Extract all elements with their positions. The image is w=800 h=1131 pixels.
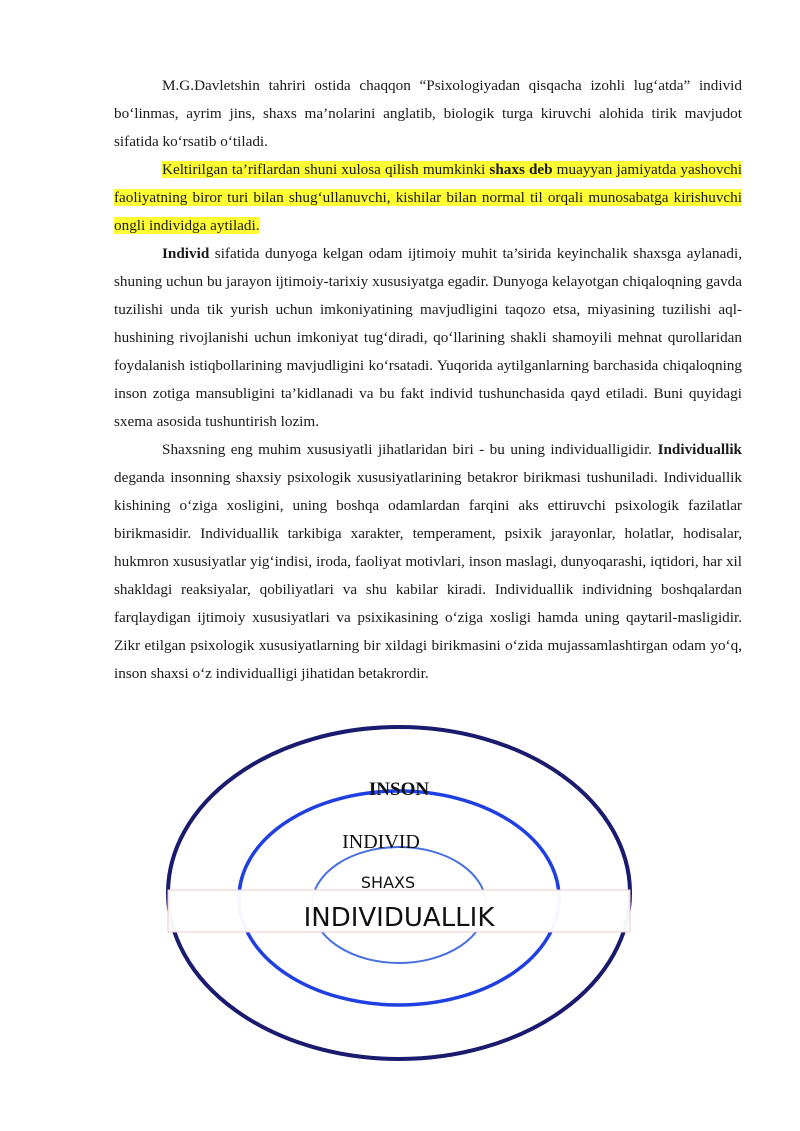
- paragraph-1-text: M.G.Davletshin tahriri ostida chaqqon “Psixologiyadan qisqacha izohli lug‘atda” individ bo‘linmas, ayrim jins, shaxs ma’nolarini anglatib, biologik turga kiruvchi alohida tirik mavjudot sifatida ko‘rsatib o‘tiladi.: [114, 77, 742, 150]
- paragraph-2-text-b: muayyan jamiyatda yashovchi faoliyatning biror turi bilan shug‘ullanuvchi, kishilar bilan normal til orqali munosabatga kirishuvchi ongli individga aytiladi.: [114, 161, 742, 234]
- paragraph-4-bold: Individuallik: [657, 441, 742, 458]
- shaxs-label: SHAXS: [360, 873, 416, 892]
- individ-label: INDIVID: [342, 831, 420, 853]
- paragraph-2-bold: shaxs deb: [489, 161, 553, 178]
- paragraph-2-text-a: Keltirilgan ta’riflardan shuni xulosa qilish mumkinki: [162, 161, 490, 178]
- paragraph-3-bold: Individ: [162, 245, 210, 262]
- inson-label: INSON: [368, 779, 430, 800]
- paragraph-4-text-b: deganda insonning shaxsiy psixologik xususiyatlarining betakror birikmasi tushuniladi. Individuallik kishining o‘ziga xosligini, uning boshqa odamlardan farqini aks ettiruvchi psixologik fazilatlar birikmasidir. Individuallik tarkibiga xarakter, temperament, psixik jarayonlar, holatlar, hodisalar, hukmron xususiyatlar yig‘indisi, iroda, faoliyat motivlari, inson maslagi, dunyoqarashi, iqtidori, har xil shakldagi reaksiyalar, qobiliyatlari va shu kabilar kiradi. Individuallik individning boshqalardan farqlaydigan ijtimoiy xususiyatlari va psixikasining o‘ziga xosligi hamda uning qaytaril-masligidir. Zikr etilgan psixologik xususiyatlarning bir xildagi birikmasini o‘zida mujassamlashtirgan odam yo‘q, inson shaxsi o‘z individualligi jihatidan betakrordir.: [114, 469, 742, 682]
- individuallik-label: INDIVIDUALLIK: [303, 903, 495, 933]
- paragraph-3-text: sifatida dunyoga kelgan odam ijtimoiy muhit ta’sirida keyinchalik shaxsga aylanadi, shuning uchun bu jarayon ijtimoiy-tarixiy xususiyatga egadir. Dunyoga kelayotgan chiqaloqning gavda tuzilishi unda tik yurish uchun imkoniyatining mavjudligini taqozo etsa, miyasining tuzilishi aql-hushining rivojlanishi uchun imkoniyat tug‘diradi, qo‘llarining shakli shamoyili mehnat qurollaridan foydalanish istiqbollarining mavjudligini ko‘rsatadi. Yuqorida aytilganlarning barchasida chiqaloqning inson zotiga mansubligini ta’kidlanadi va bu fakt individ tushunchasida qayd etiladi. Buni quyidagi sxema asosida tushuntirish lozim.: [114, 245, 742, 430]
- paragraph-4-text-a: Shaxsning eng muhim xususiyatli jihatlaridan biri - bu uning individualligidir.: [162, 441, 658, 458]
